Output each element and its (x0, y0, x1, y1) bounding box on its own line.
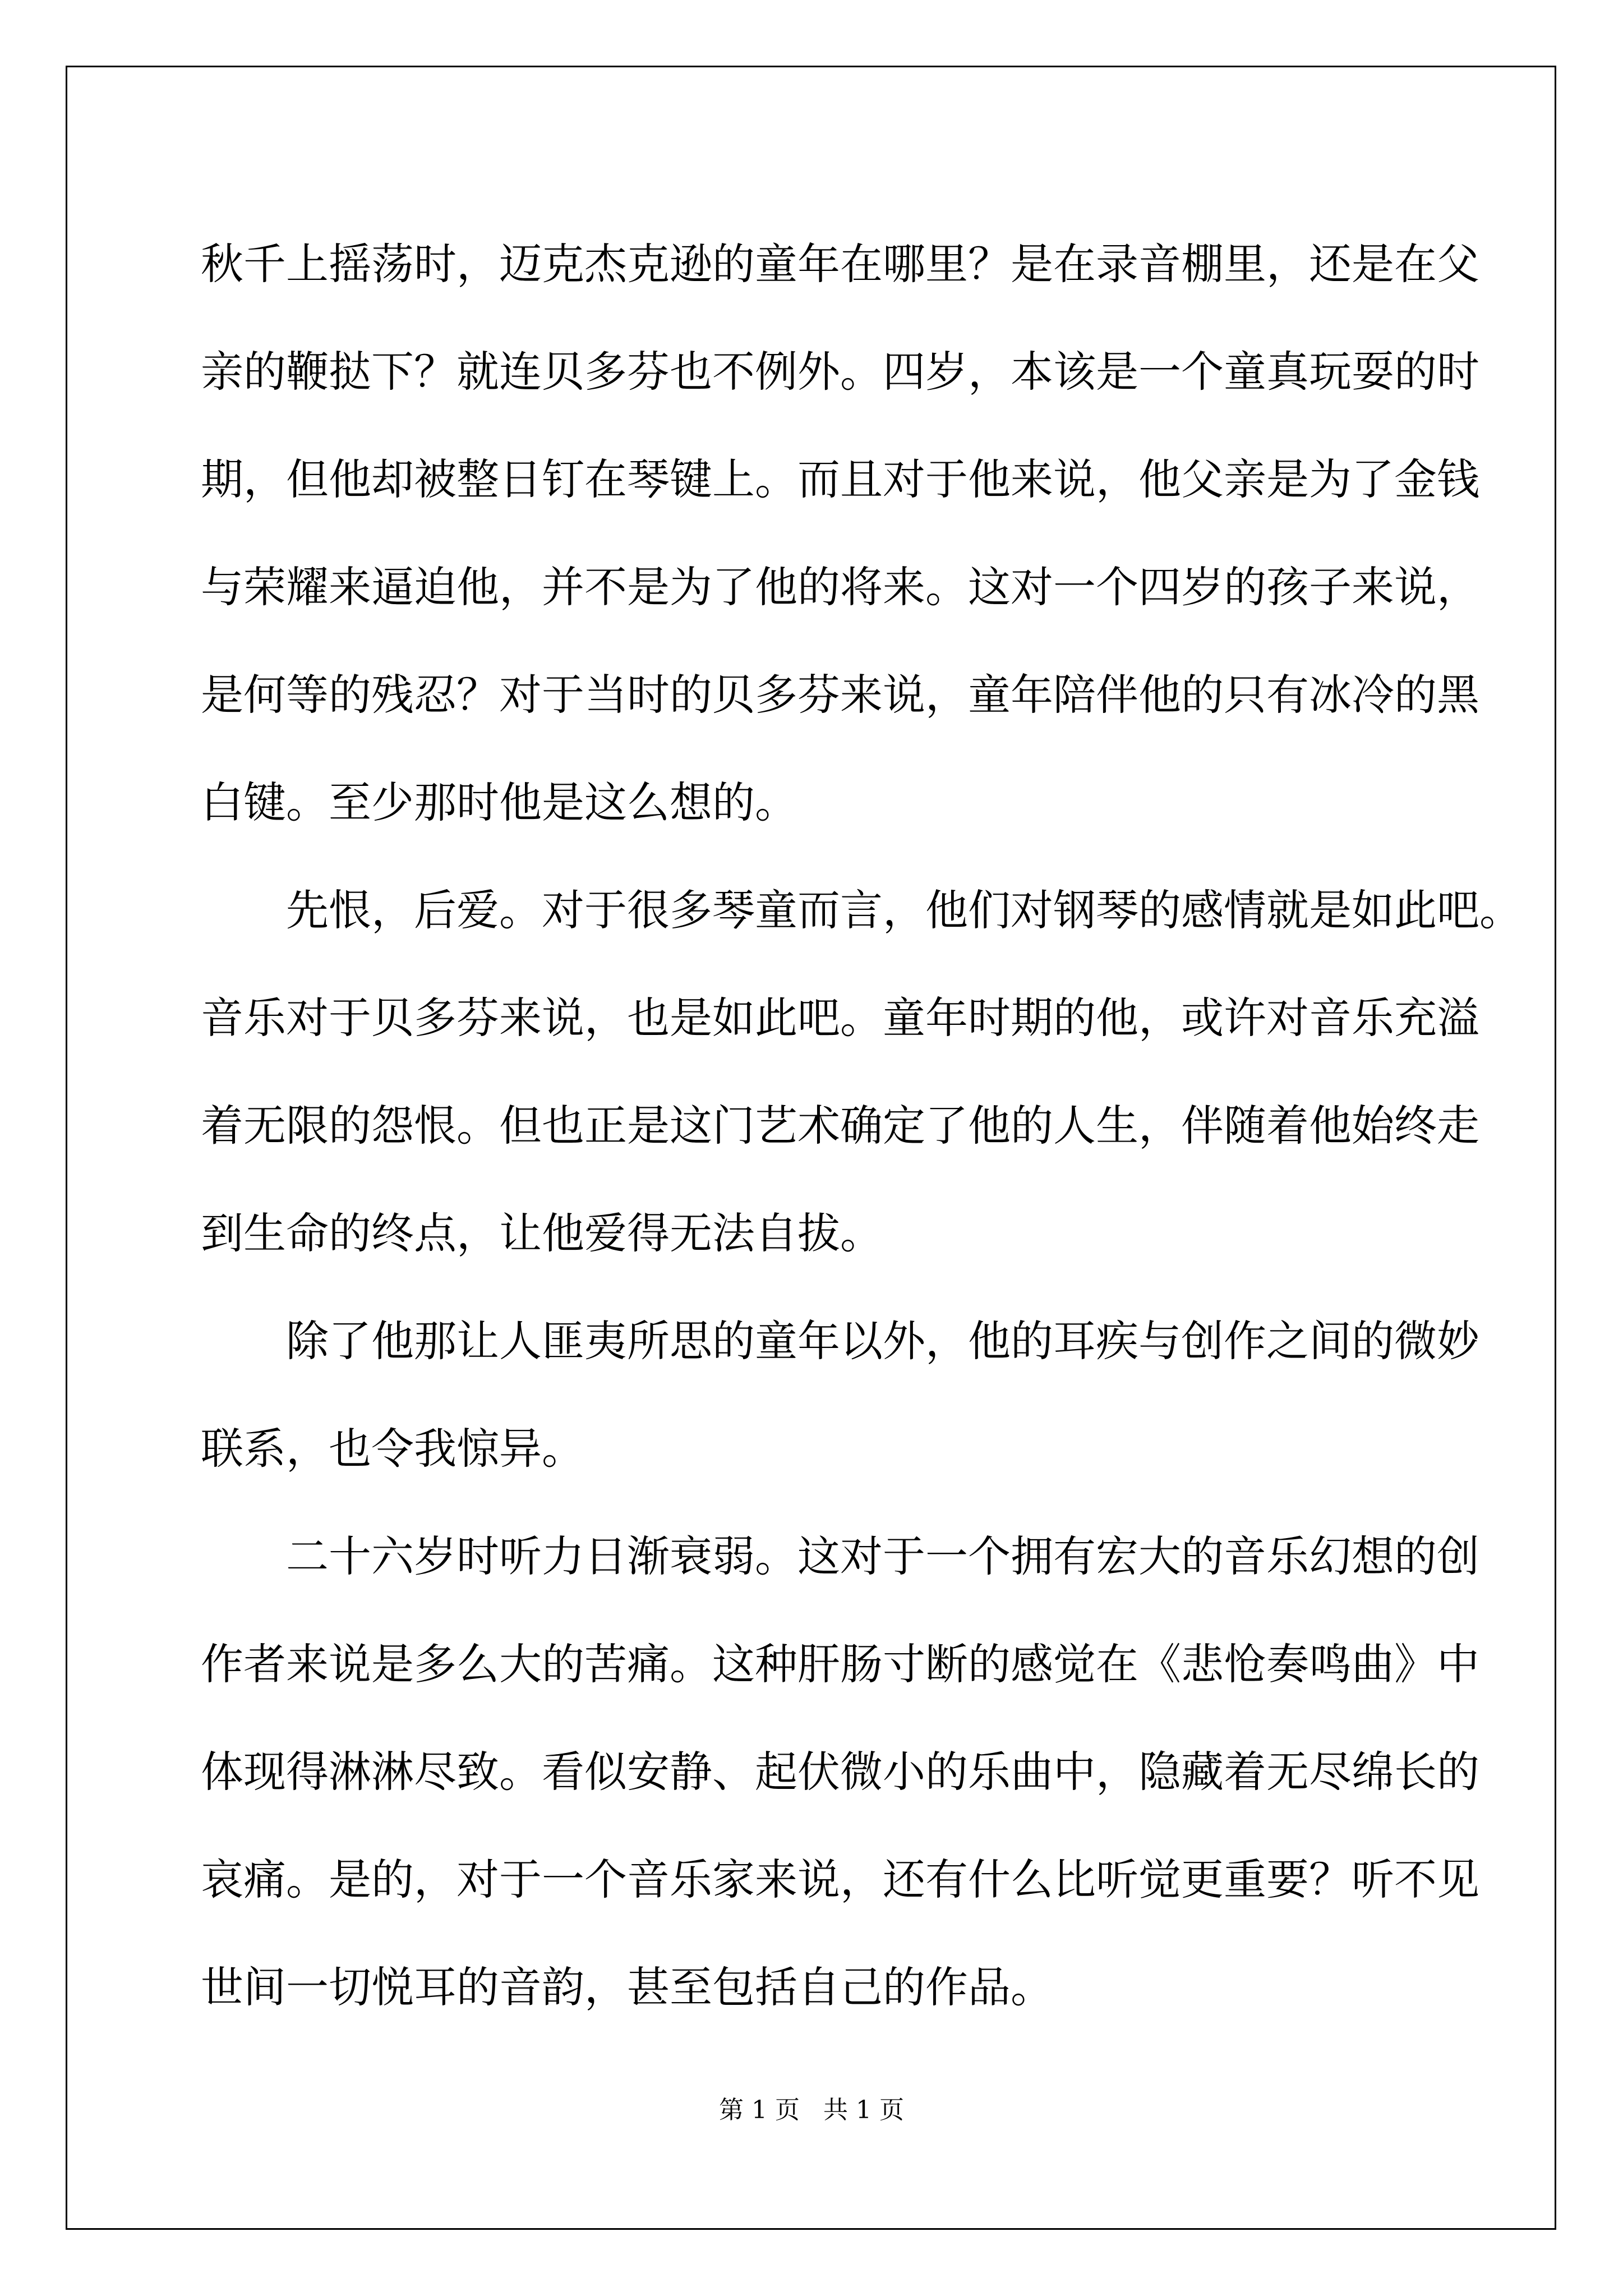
text-line: 秋千上摇荡时，迈克杰克逊的童年在哪里？是在录音棚里，还是在父 (201, 239, 1479, 289)
text-line: 到生命的终点，让他爱得无法自拔。 (201, 1208, 883, 1258)
paragraph-3 (201, 1287, 1479, 1503)
text-line: 是何等的残忍？对于当时的贝多芬来说，童年陪伴他的只有冰冷的黑 (201, 670, 1479, 720)
text-line: 联系，也令我惊异。 (201, 1424, 584, 1474)
total-pages: 共 1 页 (823, 2096, 904, 2124)
text-line: 着无限的怨恨。但也正是这门艺术确定了他的人生，伴随着他始终走 (201, 1101, 1479, 1151)
text-line: 亲的鞭挞下？就连贝多芬也不例外。四岁，本该是一个童真玩耍的时 (201, 347, 1479, 397)
document-body (201, 210, 1522, 2041)
text-line: 作者来说是多么大的苦痛。这种肝肠寸断的感觉在《悲怆奏鸣曲》中 (201, 1639, 1479, 1689)
page-footer (0, 2090, 1623, 2125)
paragraph-4 (201, 1503, 1479, 2041)
text-line: 与荣耀来逼迫他，并不是为了他的将来。这对一个四岁的孩子来说， (201, 562, 1479, 612)
text-line: 体现得淋淋尽致。看似安静、起伏微小的乐曲中，隐藏着无尽绵长的 (201, 1747, 1479, 1797)
text-line: 期，但他却被整日钉在琴键上。而且对于他来说，他父亲是为了金钱 (201, 454, 1479, 504)
text-line: 先恨，后爱。对于很多琴童而言，他们对钢琴的感情就是如此吧。 (286, 885, 1522, 935)
text-line: 白键。至少那时他是这么想的。 (201, 777, 797, 827)
text-line: 音乐对于贝多芬来说，也是如此吧。童年时期的他，或许对音乐充溢 (201, 993, 1479, 1043)
text-line: 世间一切悦耳的音韵，甚至包括自己的作品。 (201, 1962, 1053, 2012)
paragraph-2 (201, 857, 1522, 1287)
text-line: 除了他那让人匪夷所思的童年以外，他的耳疾与创作之间的微妙 (286, 1316, 1479, 1366)
page-number: 第 1 页 (719, 2096, 800, 2124)
paragraph-1 (201, 210, 1479, 857)
text-line: 二十六岁时听力日渐衰弱。这对于一个拥有宏大的音乐幻想的创 (286, 1531, 1479, 1581)
text-line: 哀痛。是的，对于一个音乐家来说，还有什么比听觉更重要？听不见 (201, 1855, 1479, 1904)
